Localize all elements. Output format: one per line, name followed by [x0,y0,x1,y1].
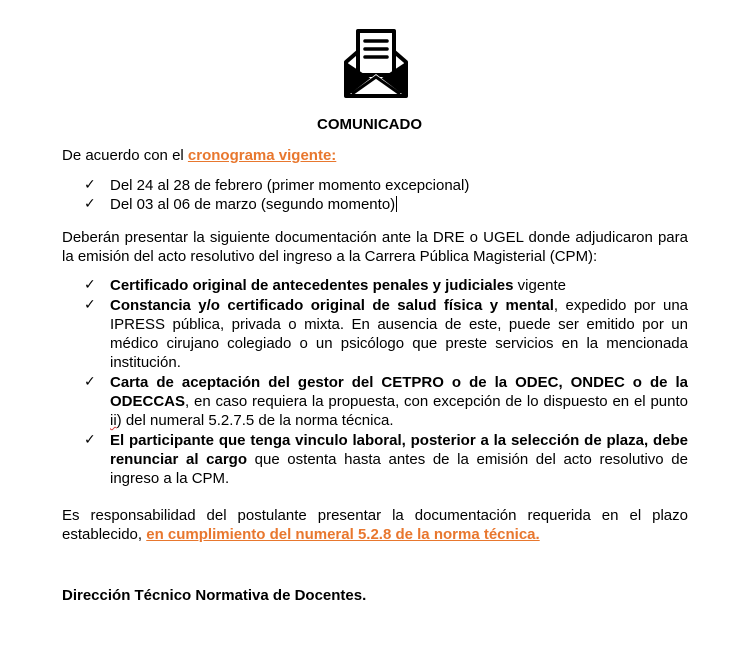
document-detail: , expedido por una IPRESS pública, privada o mixta. En ausencia de este, puede ser emitido por un médico cirujano colegiado o un psicólogo que preste servicios en la mencionada institución. [110,297,689,371]
document-title: Carta de aceptación del gestor del CETPRO o de la ODEC, ONDEC o de la ODECCAS [110,374,688,410]
schedule-item-text: Del 03 al 06 de marzo (segundo momento) [110,196,396,213]
norm-reference-link[interactable]: en cumplimiento del numeral 5.2.8 de la norma técnica. [146,526,540,543]
document-detail: que ostenta hasta antes de la emisión del acto resolutivo de ingreso a la CPM. [110,451,688,487]
list-item [84,373,688,430]
text-cursor [396,196,397,212]
spelling-flag[interactable]: ii [110,412,117,429]
signature: Dirección Técnico Normativa de Docentes. [62,587,367,604]
document-title: Certificado original de antecedentes penales y judiciales [110,277,514,294]
closing-text: Es responsabilidad del postulante presentar la documentación requerida en el plazo establecido, [62,507,688,543]
closing-paragraph [62,506,688,544]
document-title: El participante que tenga vinculo laboral, posterior a la selección de plaza, debe renunciar al cargo [110,432,688,468]
checkmark-icon: ✓ [84,277,96,293]
checkmark-icon: ✓ [84,432,96,448]
intro-paragraph [62,146,688,165]
requirements-paragraph: Deberán presentar la siguiente documentación ante la DRE o UGEL donde adjudicaron para la emisión del acto resolutivo del ingreso a la Carrera Pública Magisterial (CPM): [62,229,688,265]
list-item [84,276,688,295]
page-title: COMUNICADO [317,116,422,133]
list-item [84,431,688,488]
checkmark-icon: ✓ [84,297,96,313]
list-item [84,296,688,372]
list-item [84,195,688,214]
checkmark-icon: ✓ [84,196,96,212]
checkmark-icon: ✓ [84,177,96,193]
document-detail-end: ) del numeral 5.2.7.5 de la norma técnica. [116,412,394,429]
document-title: Constancia y/o certificado original de salud física y mental [110,297,554,314]
checkmark-icon: ✓ [84,374,96,390]
schedule-item-text: Del 24 al 28 de febrero (primer momento excepcional) [110,177,470,194]
schedule-list [84,176,688,214]
intro-text: De acuerdo con el [62,147,188,164]
documents-list [84,276,688,489]
document-detail: , en caso requiera la propuesta, con excepción de lo dispuesto en el punto [185,393,688,410]
schedule-link[interactable]: cronograma vigente: [187,147,337,164]
envelope-letter-icon [342,28,410,100]
document-detail: vigente [513,277,567,294]
list-item [84,176,688,195]
